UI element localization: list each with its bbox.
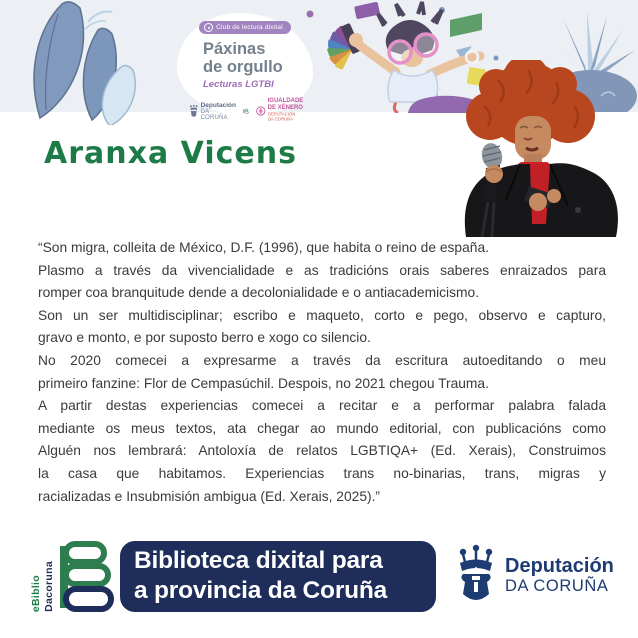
speech-bubble [177, 13, 313, 122]
bio-line: romper coa branquitude dende a decolonialidade e o antiacademicismo. [38, 285, 480, 301]
leaves-icon [0, 0, 150, 125]
ebiblio-vertical-top: eBiblio [30, 574, 42, 612]
deputacion-mini-text: Deputación DA CORUÑA [200, 101, 236, 121]
bio-line: No 2020 comecei a expresarme a través da escritura autoeditando o meu [38, 352, 606, 368]
club-icon [204, 23, 213, 32]
bio-line: Son un ser multidisciplinar; escribo e maqueto, corto e pego, observo e capturo, [38, 307, 606, 323]
deputacion-name: Deputación [505, 554, 614, 577]
deputacion-mini-logo [189, 102, 236, 121]
gender-equality-icon [256, 103, 266, 119]
library-banner-line1: Biblioteca dixital para [134, 547, 383, 574]
library-banner [120, 541, 436, 612]
crest-icon [189, 104, 199, 119]
bio-line: Plasmo a través da vivencialidade e as tradicións orais saberes enraizados para [38, 262, 606, 278]
bio-line: gravo e monto, e por suposto berro e xogo co silencio. [38, 330, 371, 346]
author-photo [428, 60, 638, 237]
author-name: Aranxa Vicens [44, 136, 297, 171]
bubble-logos-row [189, 98, 313, 124]
bio-line: primeiro fanzine: Flor de Cempasúchil. Despois, no 2021 chegou Trauma. [38, 375, 489, 391]
club-badge [199, 21, 291, 34]
bio-line: Alguén nos lembrará: Antoloxía de relatos LGBTIQA+ (Ed. Xerais), Construimos [38, 443, 606, 459]
igualdade-logo [256, 98, 313, 124]
library-banner-line2: a provincia da Coruña [134, 577, 388, 604]
bio-line: A partir destas experiencias comecei a recitar e a performar palabra falada [38, 398, 606, 414]
club-badge-label: Club de lectura dixital [216, 24, 283, 31]
ebiblio-vertical-label [30, 542, 55, 612]
ebiblio-vertical-bottom: Dacoruna [43, 561, 55, 612]
ebiblio-b-logo-icon [58, 540, 114, 614]
footer [0, 538, 638, 618]
bio-line: racializadas e Insubmisión ambigua (Ed. Xerais, 2025).” [38, 488, 381, 504]
bio-text [38, 237, 606, 508]
ebiblio-b-icon [243, 102, 249, 120]
igualdade-text: IGUALDADE DE XÉNERO DEPUTACIÓN DA CORUÑA [267, 98, 304, 122]
deputacion-crest-icon [455, 544, 497, 606]
program-title: Páxinas de orgullo [203, 40, 283, 76]
program-subtitle: Lecturas LGTBI [203, 79, 274, 90]
bio-line: “Son migra, colleita de México, D.F. (1996), que habita o reino de españa. [38, 240, 489, 255]
bio-line: la casa que habitamos. Experiencias trans no-binarias, trans, migras y [38, 465, 606, 481]
deputacion-logo [455, 544, 614, 606]
deputacion-subname: DA CORUÑA [505, 576, 609, 595]
bio-line: mediante os meus textos, ata chegar ao mundo editorial, con publicacións como [38, 420, 606, 436]
